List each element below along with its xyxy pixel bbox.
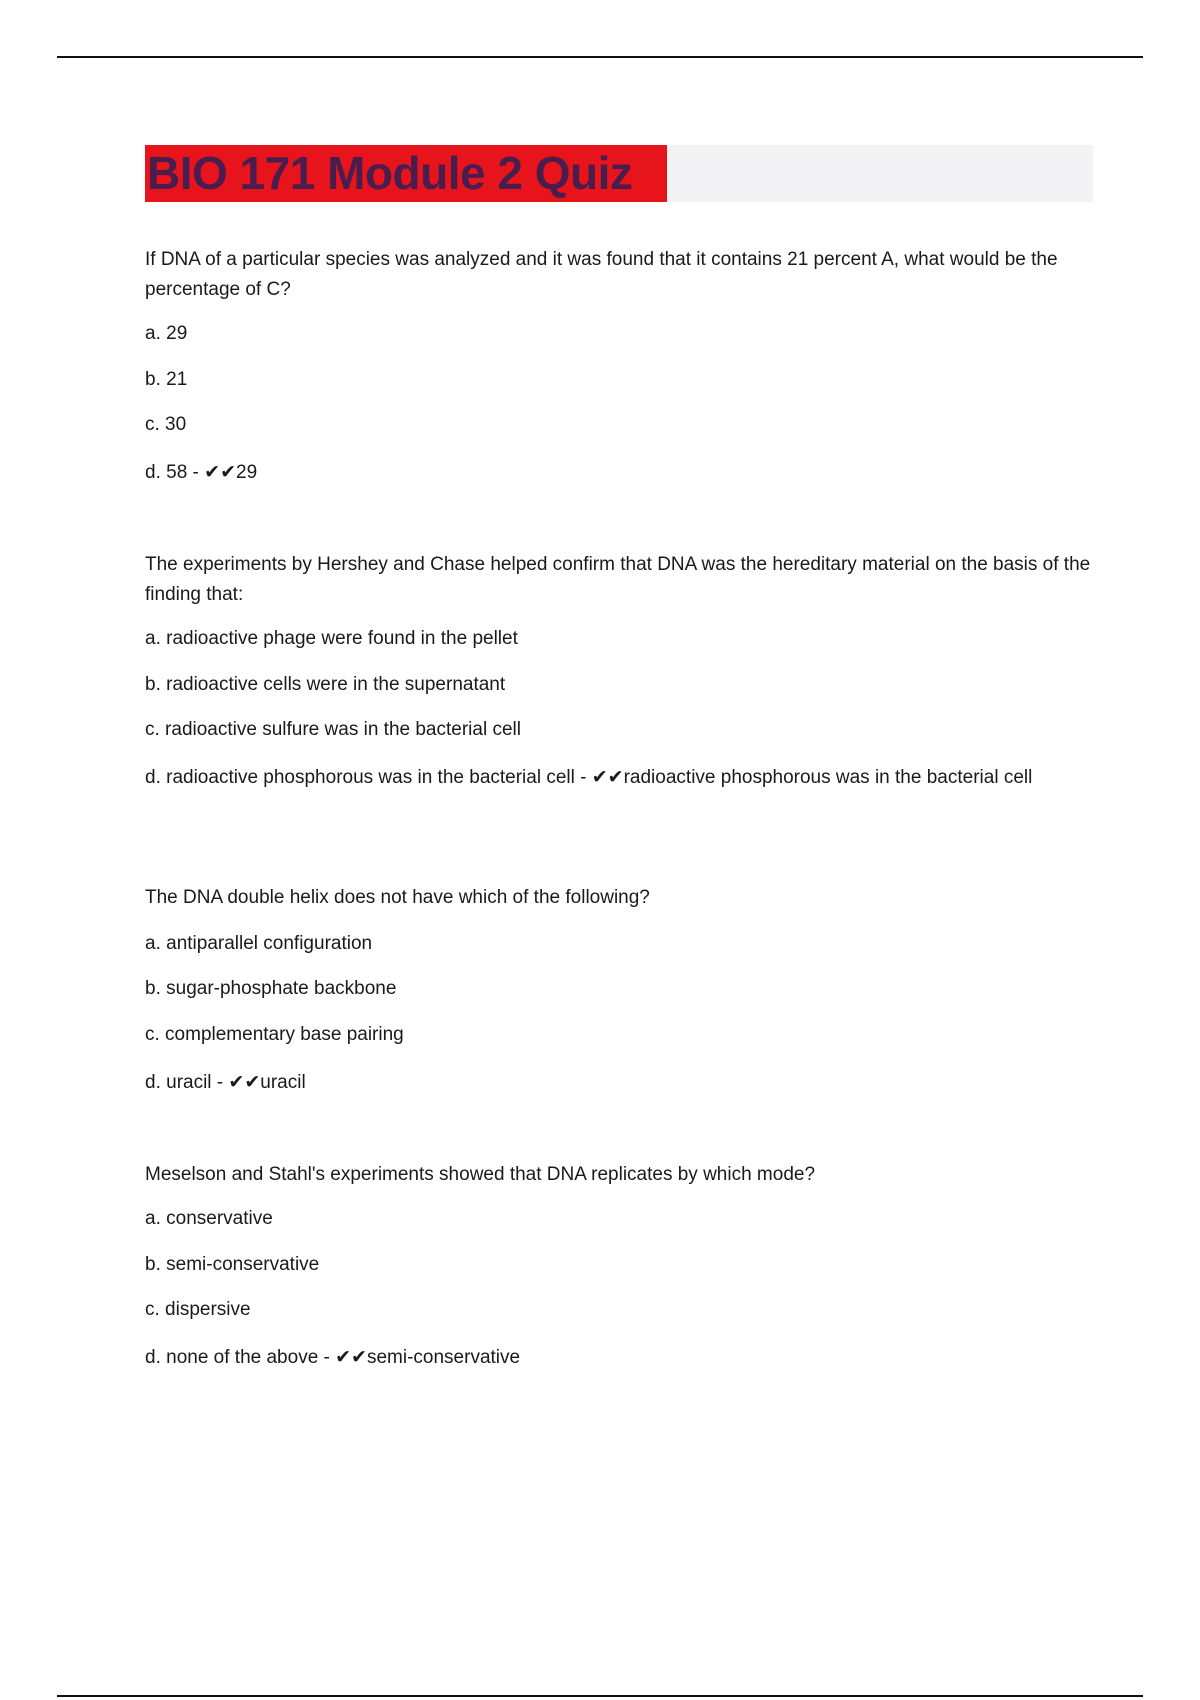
top-rule bbox=[57, 56, 1143, 58]
question-1-answer: 29 bbox=[236, 462, 258, 483]
question-3-option-d-label: d. uracil - bbox=[145, 1072, 229, 1093]
question-2-option-d-label: d. radioactive phosphorous was in the bacterial cell - bbox=[145, 767, 592, 788]
question-3-text: The DNA double helix does not have which of the following? bbox=[145, 887, 650, 908]
question-2-option-a: a. radioactive phage were found in the pellet bbox=[145, 628, 518, 649]
question-2-text: The experiments by Hershey and Chase helped confirm that DNA was the hereditary material on the basis of the finding that: bbox=[145, 554, 1091, 605]
question-3-option-a: a. antiparallel configuration bbox=[145, 933, 373, 954]
question-1-option-d-label: d. 58 - bbox=[145, 462, 205, 483]
page-title: BIO 171 Module 2 Quiz bbox=[147, 147, 633, 199]
question-4-option-b: b. semi-conservative bbox=[145, 1254, 320, 1275]
question-3-option-c: c. complementary base pairing bbox=[145, 1024, 404, 1045]
question-4-text: Meselson and Stahl's experiments showed that DNA replicates by which mode? bbox=[145, 1164, 816, 1185]
question-4-option-c: c. dispersive bbox=[145, 1299, 251, 1320]
question-3-option-b: b. sugar-phosphate backbone bbox=[145, 978, 397, 999]
question-2-option-c: c. radioactive sulfure was in the bacterial cell bbox=[145, 719, 521, 740]
question-2-option-d bbox=[145, 764, 1095, 792]
question-4-option-d bbox=[145, 1344, 1095, 1372]
question-1-option-a: a. 29 bbox=[145, 323, 188, 344]
question-1-option-c: c. 30 bbox=[145, 414, 187, 435]
check-icon: ✔✔ bbox=[335, 1347, 367, 1368]
check-icon: ✔✔ bbox=[204, 462, 236, 483]
question-2-answer: radioactive phosphorous was in the bacterial cell bbox=[623, 767, 1033, 788]
question-3-answer: uracil bbox=[260, 1072, 306, 1093]
question-2-option-b: b. radioactive cells were in the supernatant bbox=[145, 674, 506, 695]
bottom-rule bbox=[57, 1695, 1143, 1697]
question-4-answer: semi-conservative bbox=[366, 1347, 521, 1368]
check-icon: ✔✔ bbox=[591, 767, 624, 788]
question-4-option-a: a. conservative bbox=[145, 1208, 273, 1229]
question-4-option-d-label: d. none of the above - bbox=[145, 1347, 336, 1368]
question-1-option-d bbox=[145, 459, 1095, 487]
question-1-text: If DNA of a particular species was analyzed and it was found that it contains 21 percent A, what would be the percentage of C? bbox=[145, 249, 1058, 300]
check-icon: ✔✔ bbox=[228, 1072, 261, 1093]
question-3-option-d bbox=[145, 1069, 1095, 1097]
question-1-option-b: b. 21 bbox=[145, 369, 188, 390]
